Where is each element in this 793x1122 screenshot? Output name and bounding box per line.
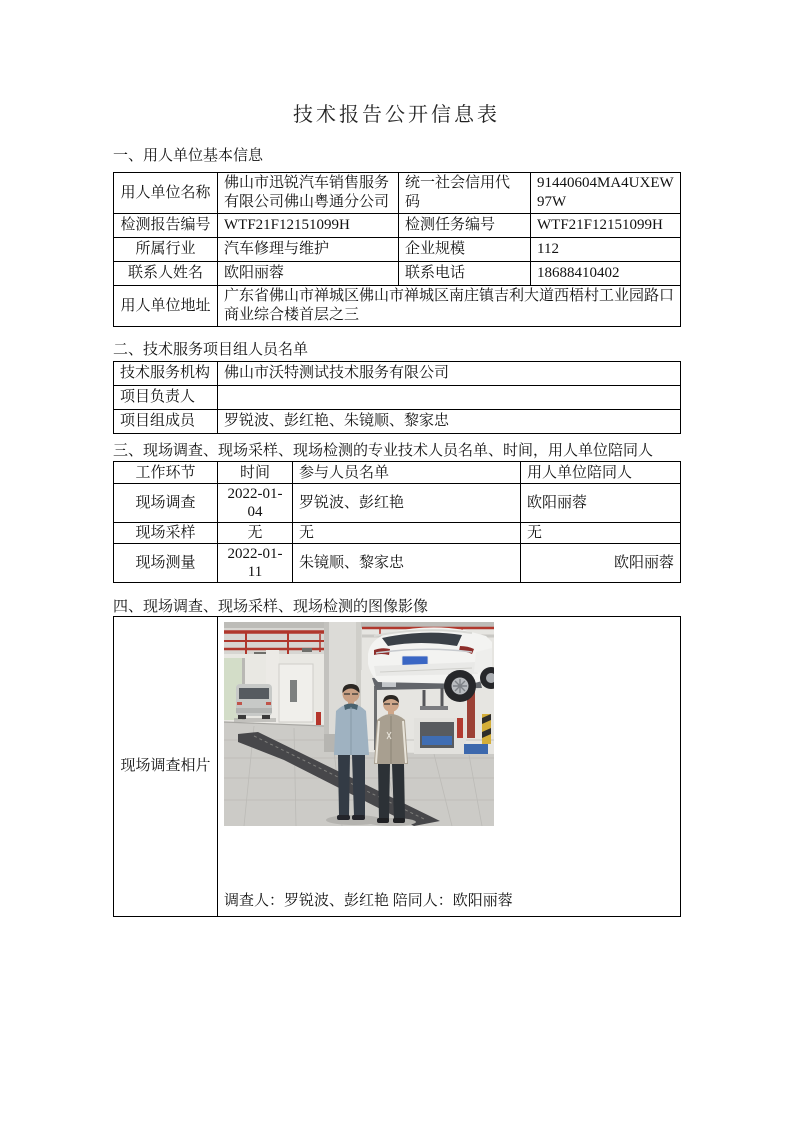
cell-value: 佛山市迅锐汽车销售服务有限公司佛山粤通分公司 (218, 173, 399, 214)
cell-value: 欧阳丽蓉 (218, 262, 399, 286)
cell-value: 佛山市沃特测试技术服务有限公司 (218, 362, 681, 386)
cell-value: 罗锐波、彭红艳、朱镜顺、黎家忠 (218, 410, 681, 434)
column-header: 用人单位陪同人 (521, 462, 681, 484)
cell-label: 联系人姓名 (114, 262, 218, 286)
table-row (114, 484, 681, 523)
field-work-table (113, 461, 681, 583)
document-title: 技术报告公开信息表 (293, 104, 500, 126)
photo-caption: 调查人：罗锐波、彭红艳 陪同人：欧阳丽蓉 (224, 893, 513, 909)
site-photo (224, 622, 494, 826)
column-header: 时间 (218, 462, 293, 484)
cell-label: 联系电话 (399, 262, 531, 286)
cell-label: 企业规模 (399, 238, 531, 262)
cell-time: 2022-01-04 (218, 484, 293, 523)
cell-people: 罗锐波、彭红艳 (293, 484, 521, 523)
cell-time: 无 (218, 523, 293, 544)
cell-value: WTF21F12151099H (218, 214, 399, 238)
table-row (114, 544, 681, 583)
section1-heading: 一、用人单位基本信息 (113, 148, 264, 164)
cell-label: 用人单位名称 (114, 173, 218, 214)
basic-info-table (113, 172, 681, 327)
cell-label: 检测任务编号 (399, 214, 531, 238)
cell-escort: 无 (521, 523, 681, 544)
cell-step: 现场采样 (114, 523, 218, 544)
cell-label: 所属行业 (114, 238, 218, 262)
photo-cell (218, 617, 681, 917)
cell-step: 现场调查 (114, 484, 218, 523)
cell-label: 用人单位地址 (114, 286, 218, 327)
cell-time: 2022-01-11 (218, 544, 293, 583)
cell-value: 汽车修理与维护 (218, 238, 399, 262)
cell-value: 广东省佛山市禅城区佛山市禅城区南庄镇吉利大道西梧村工业园路口商业综合楼首层之三 (218, 286, 681, 327)
project-team-table (113, 361, 681, 434)
cell-value: WTF21F12151099H (531, 214, 681, 238)
section2-heading: 二、技术服务项目组人员名单 (113, 342, 309, 358)
cell-escort: 欧阳丽蓉 (521, 484, 681, 523)
cell-label: 项目负责人 (114, 386, 218, 410)
cell-label: 技术服务机构 (114, 362, 218, 386)
section3-heading: 三、现场调查、现场采样、现场检测的专业技术人员名单、时间，用人单位陪同人 (113, 443, 654, 459)
column-header: 工作环节 (114, 462, 218, 484)
cell-value (218, 386, 681, 410)
cell-label: 统一社会信用代码 (399, 173, 531, 214)
cell-label: 项目组成员 (114, 410, 218, 434)
table-row (114, 523, 681, 544)
section4-heading: 四、现场调查、现场采样、现场检测的图像影像 (113, 599, 429, 615)
cell-label: 检测报告编号 (114, 214, 218, 238)
cell-value: 91440604MA4UXEW97W (531, 173, 681, 214)
cell-escort: 欧阳丽蓉 (521, 544, 681, 583)
cell-value: 112 (531, 238, 681, 262)
photo-row-label: 现场调查相片 (114, 617, 218, 917)
photo-table (113, 616, 681, 917)
cell-people: 无 (293, 523, 521, 544)
cell-value: 18688410402 (531, 262, 681, 286)
cell-people: 朱镜顺、黎家忠 (293, 544, 521, 583)
cell-step: 现场测量 (114, 544, 218, 583)
column-header: 参与人员名单 (293, 462, 521, 484)
